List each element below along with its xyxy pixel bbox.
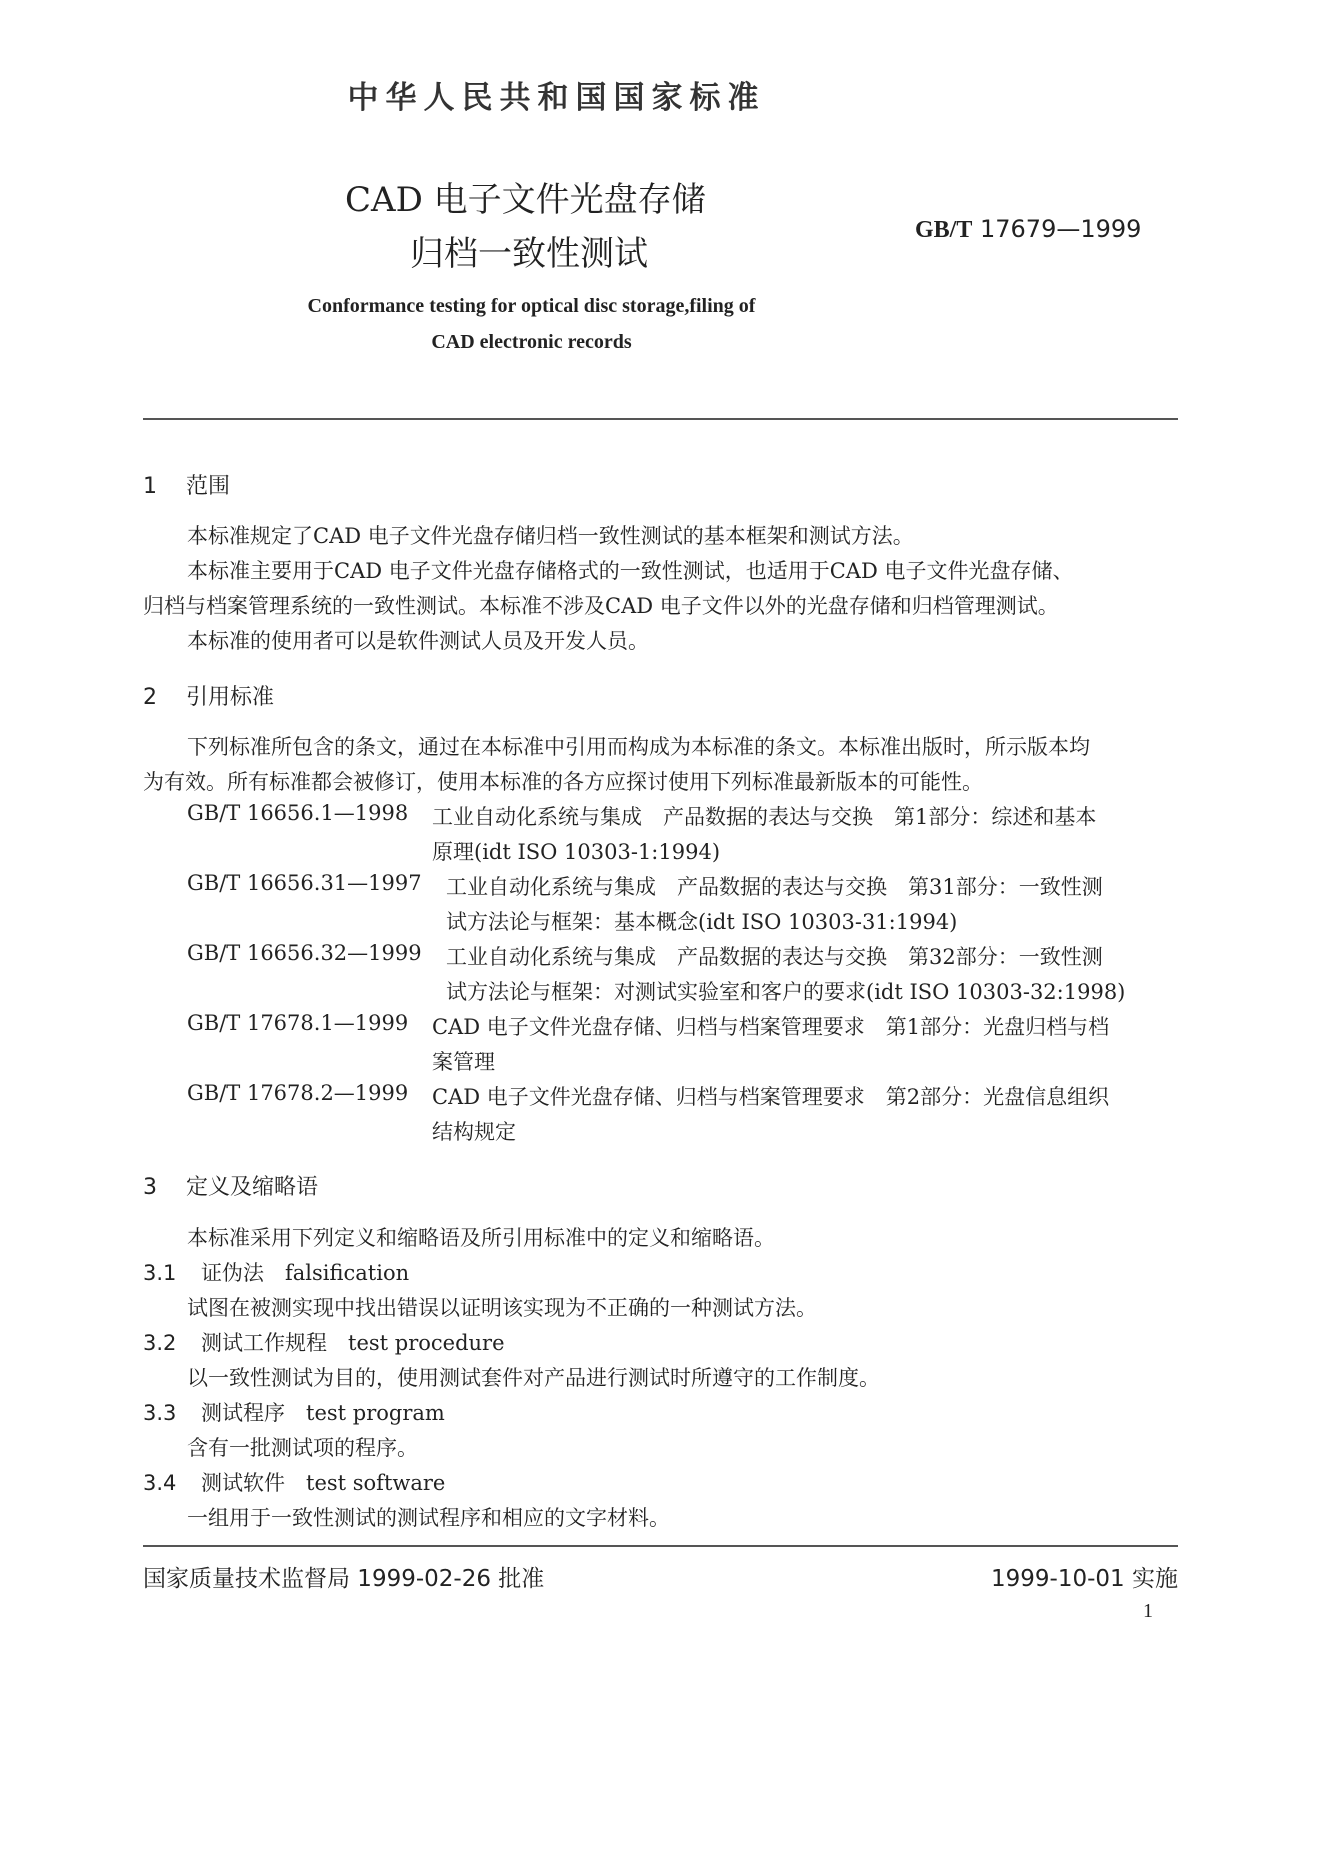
effective-date: 1999-10-01 实施 <box>991 1566 1178 1592</box>
section-title: 范围 <box>186 474 231 499</box>
title-line-1: CAD 电子文件光盘存储 <box>345 180 706 220</box>
section-number: 1 <box>143 474 157 499</box>
section-heading <box>143 469 230 500</box>
definition-number: 3.3 <box>143 1401 177 1425</box>
definition-number: 3.1 <box>143 1261 177 1285</box>
paragraph: 本标准规定了CAD 电子文件光盘存储归档一致性测试的基本框架和测试方法。 <box>187 524 914 548</box>
reference-title-cont: 结构规定 <box>432 1120 516 1144</box>
paragraph: 为有效。所有标准都会被修订，使用本标准的各方应探讨使用下列标准最新版本的可能性。 <box>143 770 983 794</box>
english-title-line-2: CAD electronic records <box>431 331 632 353</box>
section-heading <box>143 680 274 711</box>
definition-text: 试图在被测实现中找出错误以证明该实现为不正确的一种测试方法。 <box>187 1296 817 1320</box>
standard-prefix: GB/T <box>915 217 973 243</box>
reference-title: 工业自动化系统与集成 产品数据的表达与交换 第1部分：综述和基本 <box>432 805 1097 829</box>
paragraph: 下列标准所包含的条文，通过在本标准中引用而构成为本标准的条文。本标准出版时，所示版本均 <box>187 735 1090 759</box>
section-number: 2 <box>143 685 157 710</box>
definition-term-text: 证伪法 falsification <box>201 1261 410 1285</box>
title-line-2: 归档一致性测试 <box>410 234 648 274</box>
paragraph: 本标准的使用者可以是软件测试人员及开发人员。 <box>187 629 649 653</box>
section-title: 定义及缩略语 <box>186 1175 319 1200</box>
masthead: 中华人民共和国国家标准 <box>347 80 766 116</box>
definition-text: 一组用于一致性测试的测试程序和相应的文字材料。 <box>187 1506 670 1530</box>
section-heading <box>143 1170 318 1201</box>
reference-title-cont: 试方法论与框架：对测试实验室和客户的要求(idt ISO 10303-32:1998) <box>446 980 1126 1004</box>
reference-code: GB/T 16656.31—1997 <box>187 871 422 895</box>
reference-title: 工业自动化系统与集成 产品数据的表达与交换 第31部分：一致性测 <box>446 875 1103 899</box>
paragraph: 本标准采用下列定义和缩略语及所引用标准中的定义和缩略语。 <box>187 1226 775 1250</box>
reference-code: GB/T 17678.1—1999 <box>187 1011 409 1035</box>
definition-term <box>143 1257 409 1287</box>
reference-title-cont: 案管理 <box>432 1050 495 1074</box>
reference-code: GB/T 16656.1—1998 <box>187 801 409 825</box>
reference-title: CAD 电子文件光盘存储、归档与档案管理要求 第1部分：光盘归档与档 <box>432 1015 1110 1039</box>
section-title: 引用标准 <box>186 685 275 710</box>
standard-number <box>915 215 1141 244</box>
paragraph: 本标准主要用于CAD 电子文件光盘存储格式的一致性测试，也适用于CAD 电子文件光盘存储、 <box>187 559 1074 583</box>
reference-title: 工业自动化系统与集成 产品数据的表达与交换 第32部分：一致性测 <box>446 945 1103 969</box>
standard-code: 17679—1999 <box>980 215 1142 243</box>
english-title-line-1: Conformance testing for optical disc storage,filing of <box>307 295 756 317</box>
definition-term <box>143 1327 505 1357</box>
definition-term <box>143 1467 445 1497</box>
header-divider <box>143 418 1178 420</box>
approval-line: 国家质量技术监督局 1999-02-26 批准 <box>143 1566 545 1592</box>
definition-number: 3.4 <box>143 1471 177 1495</box>
reference-title-cont: 原理(idt ISO 10303-1:1994) <box>432 840 721 864</box>
definition-term-text: 测试工作规程 test procedure <box>201 1331 505 1355</box>
reference-title: CAD 电子文件光盘存储、归档与档案管理要求 第2部分：光盘信息组织 <box>432 1085 1110 1109</box>
reference-code: GB/T 16656.32—1999 <box>187 941 422 965</box>
paragraph: 归档与档案管理系统的一致性测试。本标准不涉及CAD 电子文件以外的光盘存储和归档管理测试。 <box>143 594 1059 618</box>
footer-divider <box>143 1545 1178 1547</box>
page-number: 1 <box>1143 1600 1153 1622</box>
definition-text: 以一致性测试为目的，使用测试套件对产品进行测试时所遵守的工作制度。 <box>187 1366 880 1390</box>
section-number: 3 <box>143 1175 157 1200</box>
definition-term <box>143 1397 445 1427</box>
definition-term-text: 测试程序 test program <box>201 1401 445 1425</box>
definition-number: 3.2 <box>143 1331 177 1355</box>
definition-text: 含有一批测试项的程序。 <box>187 1436 418 1460</box>
reference-title-cont: 试方法论与框架：基本概念(idt ISO 10303-31:1994) <box>446 910 958 934</box>
definition-term-text: 测试软件 test software <box>201 1471 446 1495</box>
reference-code: GB/T 17678.2—1999 <box>187 1081 409 1105</box>
